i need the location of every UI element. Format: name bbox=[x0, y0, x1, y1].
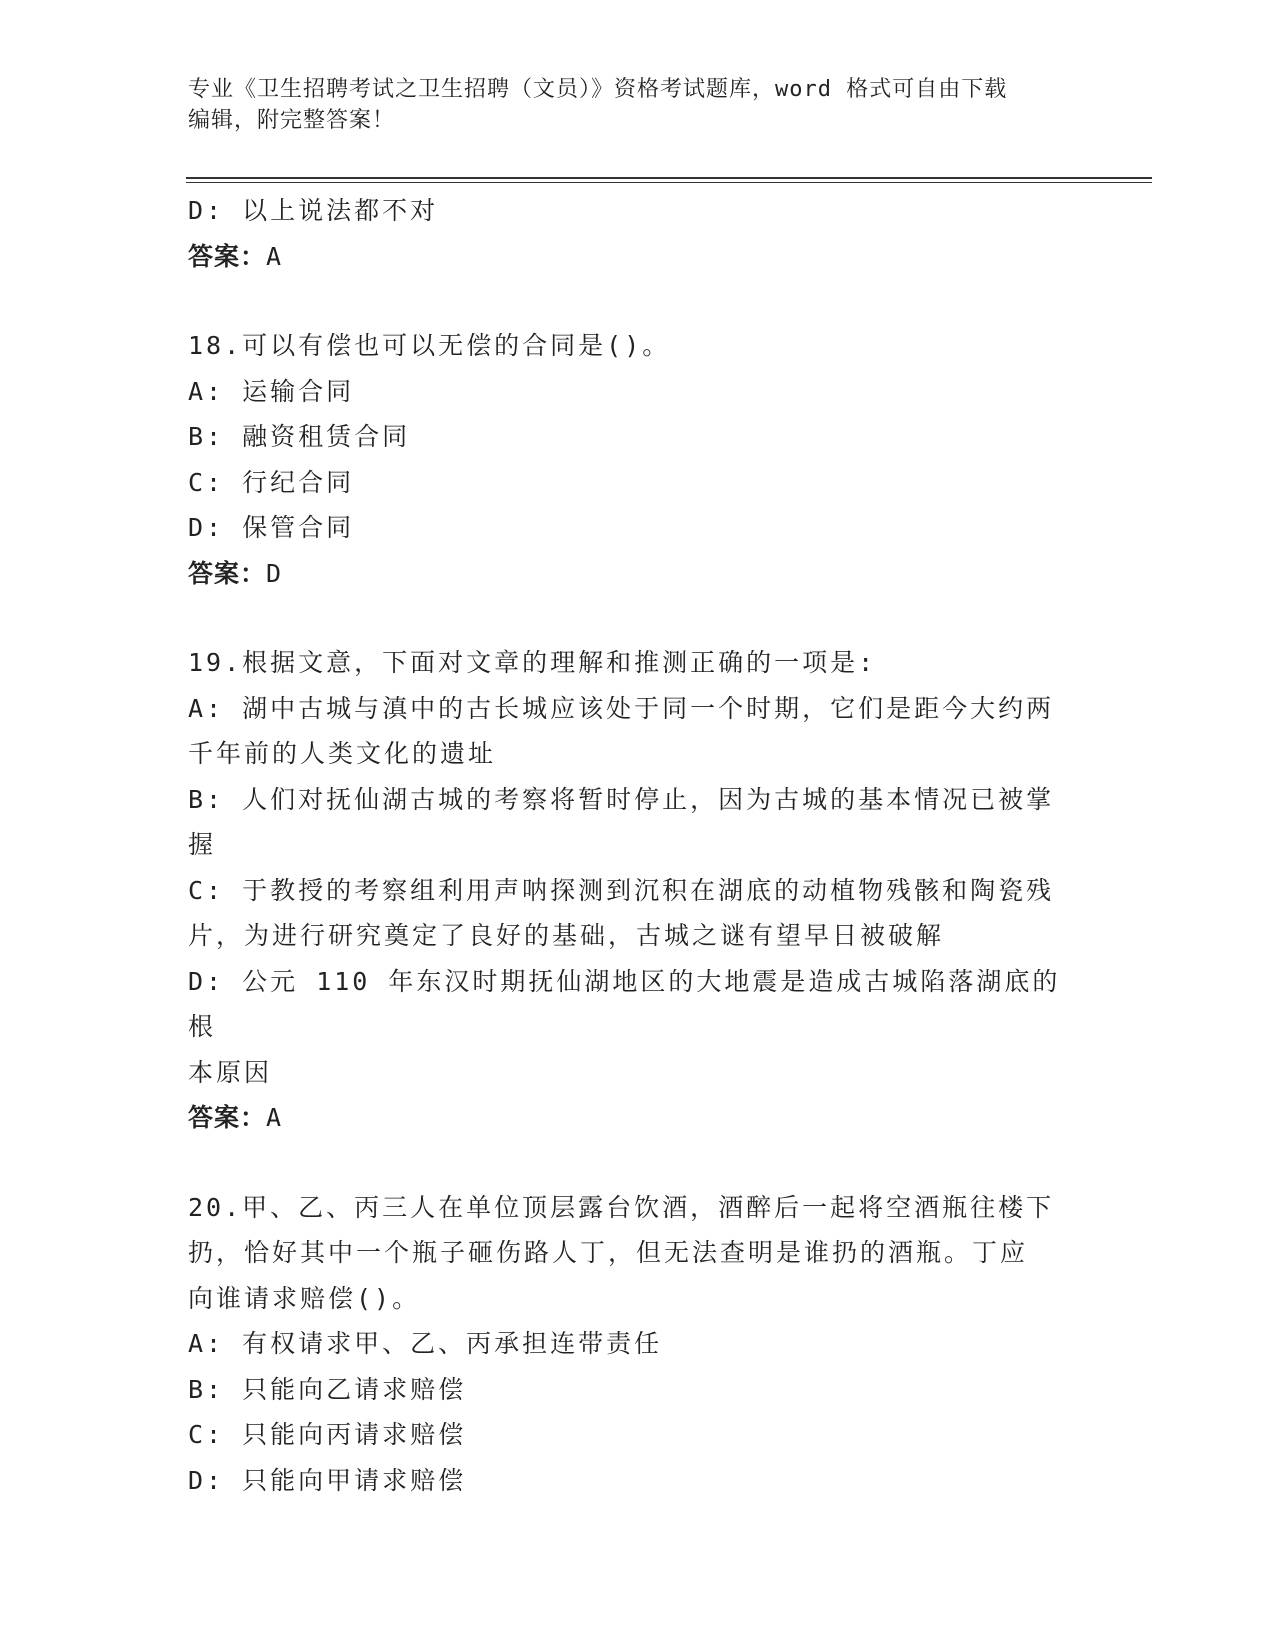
option-d-line-1: D: 公元 110 年东汉时期抚仙湖地区的大地震是造成古城陷落湖底的根 bbox=[188, 966, 1061, 1041]
header-divider-thick bbox=[186, 177, 1152, 179]
question-19 bbox=[188, 640, 1078, 1141]
option-c: C: 行纪合同 bbox=[188, 467, 355, 497]
question-stem: 19.根据文意，下面对文章的理解和推测正确的一项是: bbox=[188, 648, 877, 677]
header-divider-thin bbox=[186, 182, 1152, 183]
option-a: A: 有权请求甲、乙、丙承担连带责任 bbox=[188, 1329, 663, 1358]
option-d-line-2: 本原因 bbox=[188, 1057, 273, 1087]
header-line-2: 编辑，附完整答案！ bbox=[188, 108, 396, 133]
option-b: B: 只能向乙请求赔偿 bbox=[188, 1374, 467, 1404]
spacer bbox=[188, 279, 1078, 323]
option-c: C: 只能向丙请求赔偿 bbox=[188, 1420, 467, 1449]
option-d: D: 保管合同 bbox=[188, 513, 355, 542]
header-line-1: 专业《卫生招聘考试之卫生招聘（文员）》资格考试题库，word 格式可自由下载 bbox=[188, 77, 1008, 102]
option-a-line-2: 千年前的人类文化的遗址 bbox=[188, 739, 497, 768]
document-header bbox=[188, 74, 1088, 136]
question-18 bbox=[188, 323, 1078, 596]
question-content bbox=[188, 188, 1078, 1503]
option-c-line-1: C: 于教授的考察组利用声呐探测到沉积在湖底的动植物残骸和陶瓷残 bbox=[188, 875, 1055, 905]
option-c-line-2: 片，为进行研究奠定了良好的基础，古城之谜有望早日被破解 bbox=[188, 921, 945, 950]
prev-answer bbox=[188, 234, 1078, 280]
answer bbox=[188, 1095, 1078, 1141]
question-stem-line-1: 20.甲、乙、丙三人在单位顶层露台饮酒，酒醉后一起将空酒瓶往楼下 bbox=[188, 1192, 1055, 1222]
question-stem-line-3: 向谁请求赔偿()。 bbox=[188, 1283, 421, 1313]
option-b: B: 融资租赁合同 bbox=[188, 422, 411, 451]
answer-label: 答案： bbox=[188, 558, 267, 588]
answer bbox=[188, 551, 1078, 597]
question-stem: 18.可以有偿也可以无偿的合同是()。 bbox=[188, 331, 671, 360]
option-d: D: 只能向甲请求赔偿 bbox=[188, 1465, 467, 1495]
answer-value: A bbox=[266, 241, 283, 271]
option-b-line-1: B: 人们对抚仙湖古城的考察将暂时停止，因为古城的基本情况已被掌 bbox=[188, 784, 1055, 814]
question-20 bbox=[188, 1185, 1078, 1504]
spacer bbox=[188, 1141, 1078, 1185]
answer-label: 答案： bbox=[188, 1103, 267, 1132]
answer-value: A bbox=[266, 1103, 283, 1132]
option-a-line-1: A: 湖中古城与滇中的古长城应该处于同一个时期，它们是距今大约两 bbox=[188, 693, 1055, 723]
answer-value: D bbox=[266, 558, 283, 588]
question-stem-line-2: 扔，恰好其中一个瓶子砸伤路人丁，但无法查明是谁扔的酒瓶。丁应 bbox=[188, 1238, 1029, 1267]
prev-option-d: D: 以上说法都不对 bbox=[188, 196, 439, 225]
option-a: A: 运输合同 bbox=[188, 376, 355, 406]
answer-label: 答案： bbox=[188, 241, 267, 271]
option-b-line-2: 握 bbox=[188, 830, 217, 859]
spacer bbox=[188, 596, 1078, 640]
